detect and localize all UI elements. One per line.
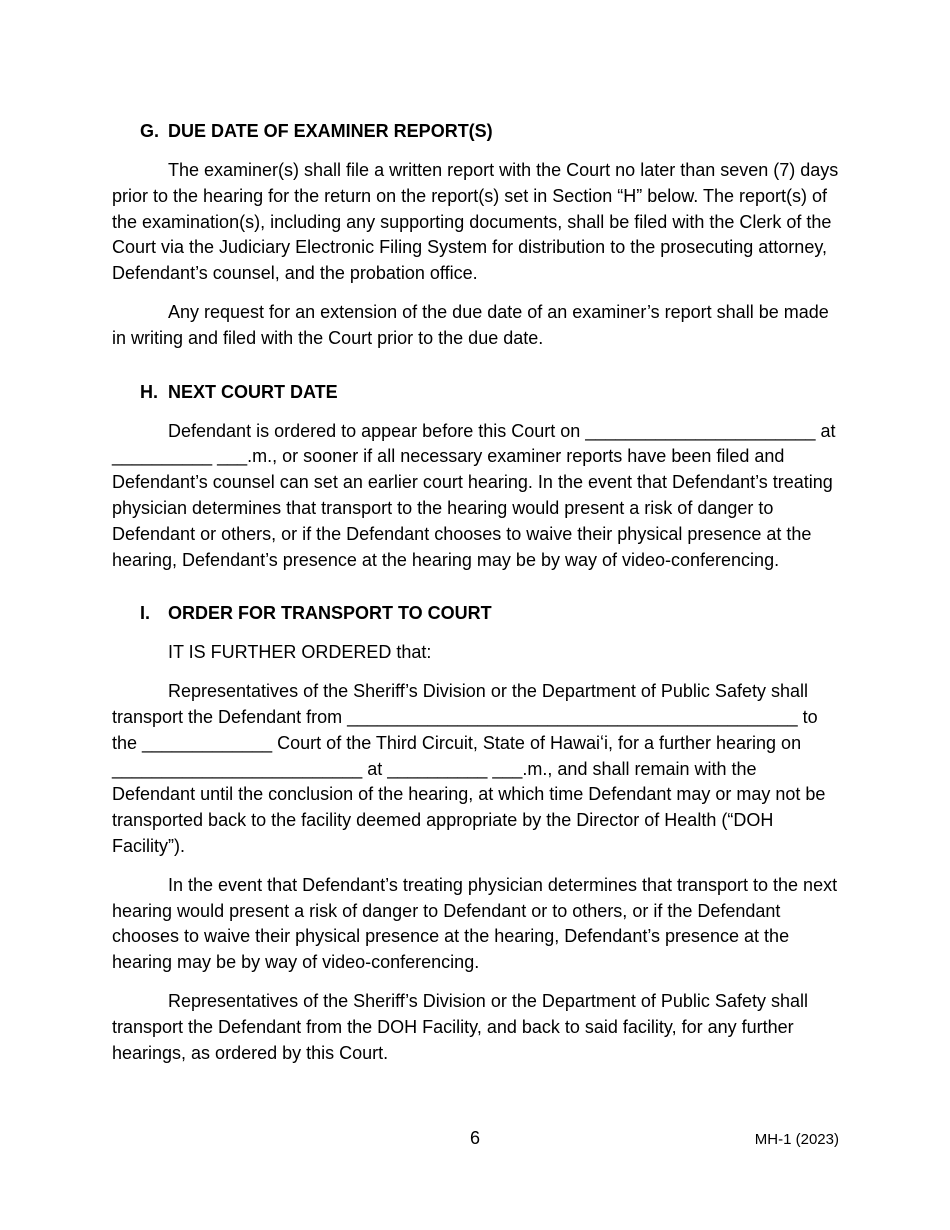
- section-spacer: [112, 365, 840, 379]
- form-identifier: MH-1 (2023): [754, 1131, 839, 1148]
- section-i-title: ORDER FOR TRANSPORT TO COURT: [168, 603, 492, 624]
- section-g-letter: G.: [140, 121, 160, 141]
- section-g-paragraph-1: The examiner(s) shall file a written report with the Court no later than seven (7) days prior to the hearing for the return on the report(s) set in Section “H” below. The report(s) of the examination(s), including any supporting documents, shall be filed with the Clerk of the Court via the Judiciary Electronic Filing System for distribution to the prosecuting attorney, Defendant’s counsel, and the probation office.: [112, 160, 839, 284]
- section-h-letter: H.: [140, 381, 158, 402]
- section-h-title: NEXT COURT DATE: [168, 381, 338, 402]
- page-number: 6: [469, 1128, 480, 1148]
- section-h-paragraph-1: Defendant is ordered to appear before this Court on _______________________ at __________ ___.m., or sooner if all necessary examiner reports have been filed and Defendant’s counsel can set an earlier court hearing. In the event that Defendant’s treating physician determines that transport to the hearing would present a risk of danger to Defendant or others, or if the Defendant chooses to waive their physical presence at the hearing, Defendant’s presence at the hearing may be by way of video-conferencing.: [112, 420, 836, 570]
- section-i-paragraph-2: Representatives of the Sheriff’s Division or the Department of Public Safety shall transport the Defendant from _____________________________________________ to the _____________ Court of the Third Circuit, State of Hawaiʻi, for a further hearing on _________________________ at __________ ___.m., and shall remain with the Defendant until the conclusion of the hearing, at which time Defendant may or may not be transported back to the facility deemed appropriate by the Director of Health (“DOH Facility”).: [112, 681, 826, 856]
- section-i-paragraph-3: In the event that Defendant’s treating physician determines that transport to the next hearing would present a risk of danger to Defendant or to others, or if the Defendant chooses to waive their physical presence at the hearing, Defendant’s presence at the hearing may be by way of video-conferencing.: [112, 874, 838, 973]
- section-g-paragraph-2: Any request for an extension of the due date of an examiner’s report shall be made in writing and filed with the Court prior to the due date.: [112, 301, 829, 348]
- section-i-paragraph-1: IT IS FURTHER ORDERED that:: [168, 642, 432, 663]
- section-i-heading: [140, 600, 840, 626]
- section-spacer: [112, 586, 840, 600]
- section-i-paragraph-4: Representatives of the Sheriff’s Division or the Department of Public Safety shall transport the Defendant from the DOH Facility, and back to said facility, for any further hearings, as ordered by this Court.: [112, 990, 808, 1063]
- section-h-heading: [140, 379, 840, 405]
- section-g-title: DUE DATE OF EXAMINER REPORT(S): [168, 121, 493, 141]
- section-g-heading: [140, 118, 840, 144]
- section-i-letter: I.: [140, 603, 151, 624]
- document-body: [112, 118, 840, 1079]
